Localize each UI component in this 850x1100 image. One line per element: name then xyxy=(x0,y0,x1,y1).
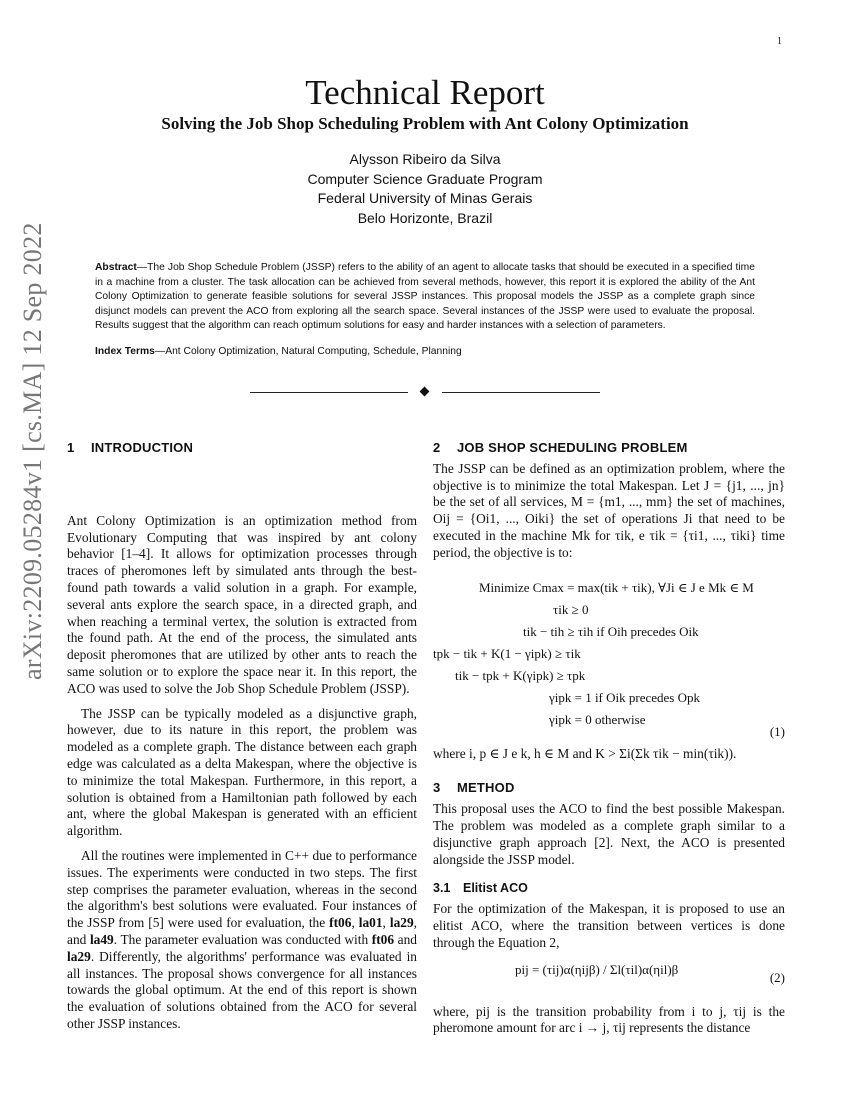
diamond-icon xyxy=(420,387,430,397)
equation-line: Minimize Cmax = max(tik + τik), ∀Ji ∈ J e Mk ∈ M xyxy=(479,579,754,595)
right-column xyxy=(433,440,785,1037)
paper-title: Technical Report xyxy=(305,73,545,112)
method-paragraph-3: where, pij is the transition probability from i to j, τij is the pheromone amount for arc i → j, τij represents the distance xyxy=(433,1003,785,1036)
intro-paragraph-3: All the routines were implemented in C++ due to performance issues. The experiments were conducted in two steps. The first step comprises the parameter evaluation, whereas in the second the algorithm's best solutions were evaluated. Four instances of the JSSP from [5] were used for evaluation, the ft06, la01, la29, and la49. The parameter evaluation was conducted with ft06 and la29. Differently, the algorithms' performance was evaluated in all instances. The proposal shows convergence for all instances towards the global optimum. At the end of this report is shown the evaluation of solutions obtained from the ACO for several other JSSP instances. xyxy=(67,847,418,1031)
separator-line-right xyxy=(442,392,600,393)
equation-line: tik − tpk + K(γipk) ≥ τpk xyxy=(455,667,586,683)
equation-line: γipk = 0 otherwise xyxy=(549,711,646,727)
page-number: 1 xyxy=(777,36,782,47)
author-block xyxy=(0,150,850,228)
equation-line: tpk − tik + K(1 − γipk) ≥ τik xyxy=(433,645,581,661)
jssp-intro-paragraph: The JSSP can be defined as an optimization problem, where the objective is to minimize the total Makespan. Let J = {j1, ..., jn} be the set of all services, M = {m1, ..., mm} the set of machines, Oij = {Oi1, ..., Oiki} the set of operations Ji that need to be executed in the machine Mk for τik, e τik = {τi1, ..., τiki} time period, the objective is to: xyxy=(433,460,785,560)
equation-number: (2) xyxy=(769,969,785,985)
equation-number: (1) xyxy=(769,723,785,739)
author-university: Federal University of Minas Gerais xyxy=(317,190,533,206)
intro-paragraph-1: Ant Colony Optimization is an optimization method from Evolutionary Computing that was inspired by ant colony behavior [1–4]. It allows for optimization processes through traces of pheromones left by simulated ants through the best-found path towards a valid solution in a graph. For example, several ants explore the search space, in a directed graph, and when reaching a terminal vertex, the solution is extracted from the found path. At the end of the process, the simulated ants deposit pheromones that are utilized by other ants to reach the same solution or to explore the space near it. In this report, the ACO was used to solve the Job Shop Schedule Problem (JSSP). xyxy=(67,512,417,696)
section-heading-method: 3 METHOD xyxy=(433,780,515,796)
separator-line-left xyxy=(250,392,408,393)
equation-line: tik − tih ≥ τih if Oih precedes Oik xyxy=(523,623,699,639)
method-paragraph-1: This proposal uses the ACO to find the best possible Makespan. The problem was modeled as a complete graph similar to a disjunctive graph approach [2]. Next, the ACO is presented alongside the JSSP model. xyxy=(433,801,785,867)
abstract-label: Abstract xyxy=(95,262,137,273)
section-heading-introduction: 1 INTRODUCTION xyxy=(67,440,194,455)
left-column xyxy=(67,440,417,1033)
equation-2 xyxy=(433,958,785,998)
abstract xyxy=(95,261,755,360)
author-name: Alysson Ribeiro da Silva xyxy=(349,151,501,167)
subsection-heading-elitist-aco: 3.1 Elitist ACO xyxy=(433,881,528,896)
method-paragraph-2: For the optimization of the Makespan, it is proposed to use an elitist ACO, where the transition between vertices is done through the Equation 2, xyxy=(433,901,785,950)
arxiv-stamp-text: arXiv:2209.05284v1 [cs.MA] 12 Sep 2022 xyxy=(18,222,47,680)
intro-paragraph-2: The JSSP can be typically modeled as a disjunctive graph, however, due to its nature in this report, the problem was modeled as a complete graph. The distance between each graph edge was calculated as a delta Makespan, where the objective is to minimize the total Makespan. Furthermore, in this report, a solution is obtained from a Hamiltonian path followed by each ant, where the global Makespan is generated with an efficient algorithm. xyxy=(67,705,417,839)
index-terms-label: Index Terms xyxy=(95,345,155,357)
paper-subtitle: Solving the Job Shop Scheduling Problem with Ant Colony Optimization xyxy=(161,114,689,133)
equation-2-body: pij = (τij)α(ηijβ) / Σl(τil)α(ηil)β xyxy=(515,961,679,977)
equation-line: τik ≥ 0 xyxy=(553,601,589,617)
index-terms-text: —Ant Colony Optimization, Natural Computing, Schedule, Planning xyxy=(154,345,462,357)
author-location: Belo Horizonte, Brazil xyxy=(357,209,493,226)
section-heading-jssp: 2 JOB SHOP SCHEDULING PROBLEM xyxy=(433,440,688,455)
equation-1-conditions: where i, p ∈ J e k, h ∈ M and K > Σi(Σk τik − min(τik)). xyxy=(433,745,737,761)
author-program: Computer Science Graduate Program xyxy=(307,170,543,187)
equation-1 xyxy=(433,572,785,739)
equation-line: γipk = 1 if Oik precedes Opk xyxy=(549,689,700,705)
section-separator xyxy=(250,388,600,398)
paper-header xyxy=(0,74,850,134)
abstract-text: —The Job Shop Schedule Problem (JSSP) refers to the ability of an agent to allocate tasks that should be executed in a specified time in a machine from a cluster. The task allocation can be achieved from several methods, however, this report it is explored the ability of the Ant Colony Optimization to generate feasible solutions for several JSSP instances. This proposal models the JSSP as a complete graph since disjunct models can prevent the ACO from exploring all the search space. Several instances of the JSSP were used to evaluate the proposal. Results suggest that the algorithm can reach optimum solutions for easy and harder instances with a selection of parameters. xyxy=(95,262,755,332)
